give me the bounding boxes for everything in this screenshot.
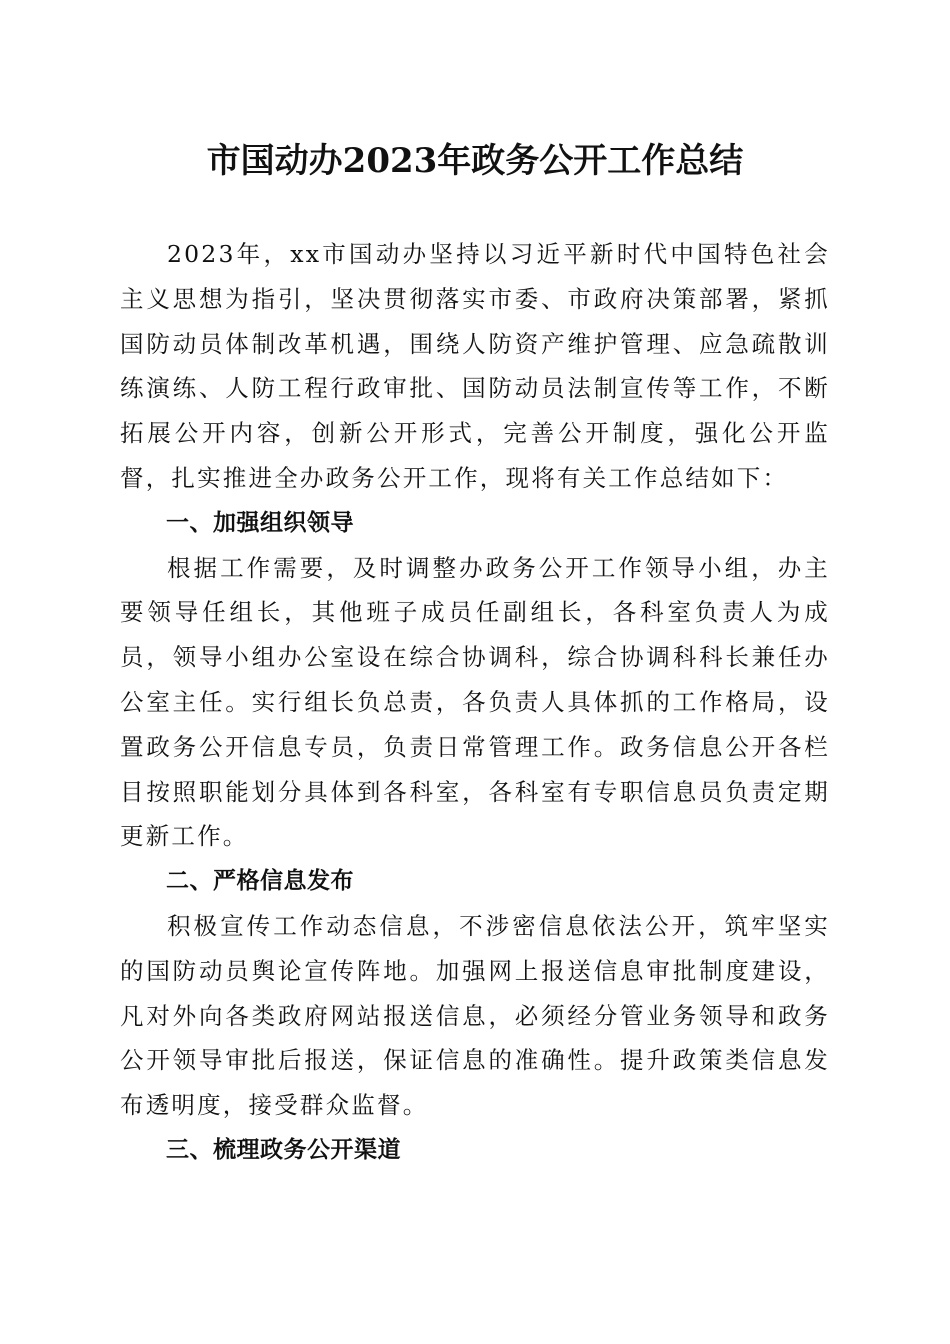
section-heading-3: 三、梳理政务公开渠道 <box>166 1136 401 1163</box>
section-heading-2: 二、严格信息发布 <box>166 868 354 895</box>
section-body-1: 根据工作需要，及时调整办政务公开工作领导小组，办主要领导任组长，其他班子成员任副组长，各科室负责人为成员，领导小组办公室设在综合协调科，综合协调科科长兼任办公室主任。实行组长负总责，各负责人具体抓的工作格局，设置政务公开信息专员，负责日常管理工作。政务信息公开各栏目按照职能划分具体到各科室，各科室有专职信息员负责定期更新工作。 <box>120 553 830 851</box>
document-title: 市国动办2023年政务公开工作总结 <box>206 141 744 181</box>
document-body <box>120 232 830 1173</box>
section-body-2: 积极宣传工作动态信息，不涉密信息依法公开，筑牢坚实的国防动员舆论宣传阵地。加强网上报送信息审批制度建设，凡对外向各类政府网站报送信息，必须经分管业务领导和政务公开领导审批后报送，保证信息的准确性。提升政策类信息发布透明度，接受群众监督。 <box>120 911 830 1120</box>
section-heading-1: 一、加强组织领导 <box>166 509 354 536</box>
intro-paragraph: 2023年，xx市国动办坚持以习近平新时代中国特色社会主义思想为指引，坚决贯彻落实市委、市政府决策部署，紧抓国防动员体制改革机遇，围绕人防资产维护管理、应急疏散训练演练、人防工程行政审批、国防动员法制宣传等工作，不断拓展公开内容，创新公开形式，完善公开制度，强化公开监督，扎实推进全办政务公开工作，现将有关工作总结如下： <box>120 240 830 492</box>
